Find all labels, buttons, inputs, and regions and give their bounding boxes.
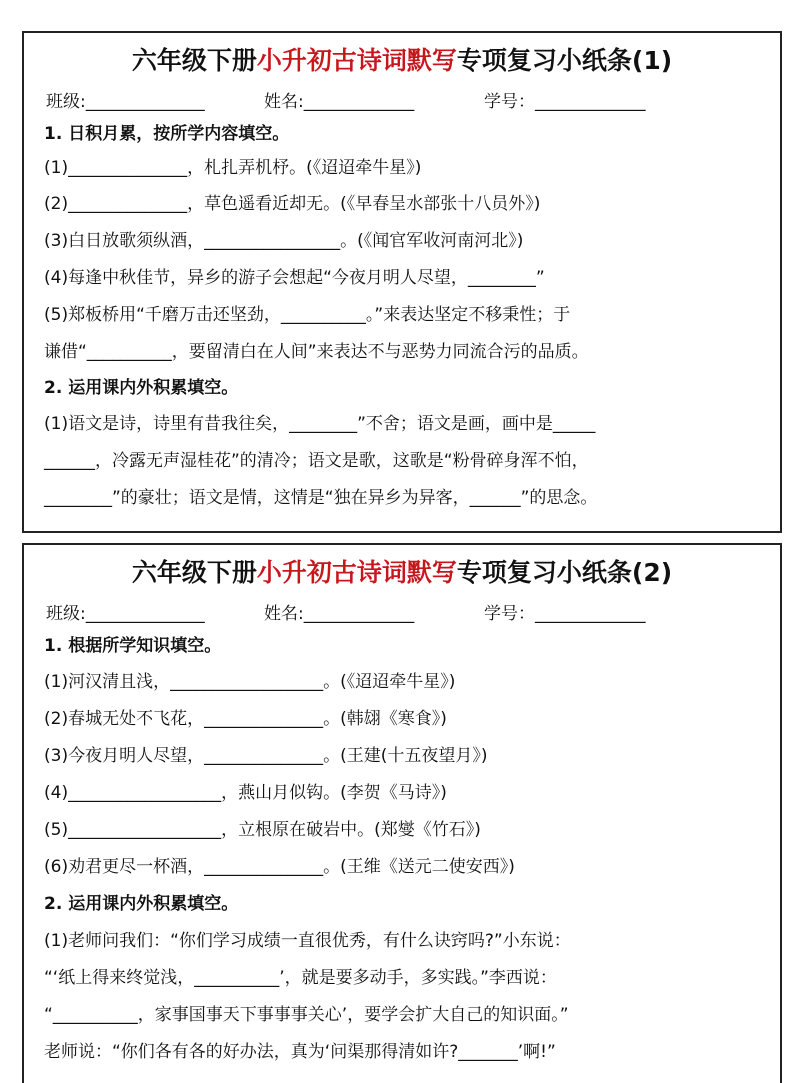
question-line: (4)每逢中秋佳节，异乡的游子会想起“今夜月明人尽望，________” (44, 268, 545, 288)
worksheet-card-2 (22, 543, 782, 1083)
title-prefix: 六年级下册 (131, 558, 257, 587)
name-field: 姓名:_____________ (264, 92, 415, 112)
class-field: 班级:______________ (46, 92, 205, 112)
question-line: “__________，家事国事天下事事事关心’，要学会扩大自己的知识面。” (44, 1005, 569, 1025)
name-field: 姓名:_____________ (264, 604, 415, 624)
question-line: (1)老师问我们：“你们学习成绩一直很优秀，有什么诀窍吗?”小东说： (44, 931, 571, 951)
student-info-row (24, 83, 780, 117)
question-line: (6)劝君更尽一杯酒，______________。(王维《送元二使安西》) (44, 857, 515, 877)
title-suffix: 专项复习小纸条(2) (456, 558, 673, 587)
worksheet-card-1 (22, 31, 782, 533)
card-title (24, 551, 780, 595)
student-id-field: 学号：_____________ (484, 604, 646, 624)
question-line: “‘纸上得来终觉浅，__________’，就是要多动手，多实践。”李西说： (44, 968, 557, 988)
class-field: 班级:______________ (46, 604, 205, 624)
question-line: (4)__________________，燕山月似钩。(李贺《马诗》) (44, 783, 447, 803)
question-line: 谦借“__________，要留清白在人间”来表达不与恶势力同流合污的品质。 (44, 342, 589, 362)
question-line: 老师说：“你们各有各的好办法，真为‘问渠那得清如许?_______’啊!” (44, 1042, 556, 1062)
section-heading: 2. 运用课内外积累填空。 (44, 378, 239, 398)
section-heading: 2. 运用课内外积累填空。 (44, 894, 239, 914)
question-line: (1)河汉清且浅，__________________。(《迢迢牵牛星》) (44, 672, 456, 692)
card-title (24, 39, 780, 83)
student-info-row (24, 595, 780, 629)
question-line: (2)______________，草色遥看近却无。(《早春呈水部张十八员外》) (44, 194, 541, 214)
question-line: (3)今夜月明人尽望，______________。(王建(十五夜望月》) (44, 746, 488, 766)
question-line: (1)______________，札扎弄机杼。(《迢迢牵牛星》) (44, 158, 422, 178)
section-heading: 1. 日积月累，按所学内容填空。 (44, 124, 290, 144)
title-suffix: 专项复习小纸条(1) (456, 46, 673, 75)
title-highlight: 小升初古诗词默写 (256, 558, 457, 587)
question-line: (3)白日放歌须纵酒，________________。(《闻官军收河南河北》) (44, 231, 524, 251)
title-prefix: 六年级下册 (131, 46, 257, 75)
title-highlight: 小升初古诗词默写 (256, 46, 457, 75)
question-line: (2)春城无处不飞花，______________。(韩翃《寒食》) (44, 709, 447, 729)
question-line: ________”的豪壮；语文是情，这情是“独在异乡为异客，______”的思念。 (44, 488, 598, 508)
question-line: ______，冷露无声湿桂花”的清冷；语文是歌，这歌是“粉骨碎身浑不怕， (44, 451, 589, 471)
question-line: (1)语文是诗，诗里有昔我往矣，________”不舍；语文是画，画中是_____ (44, 414, 596, 434)
question-line: (5)郑板桥用“千磨万击还坚劲，__________。”来表达坚定不移秉性；于 (44, 305, 571, 325)
section-heading: 1. 根据所学知识填空。 (44, 636, 222, 656)
question-line: (5)__________________，立根原在破岩中。(郑燮《竹石》) (44, 820, 481, 840)
student-id-field: 学号：_____________ (484, 92, 646, 112)
